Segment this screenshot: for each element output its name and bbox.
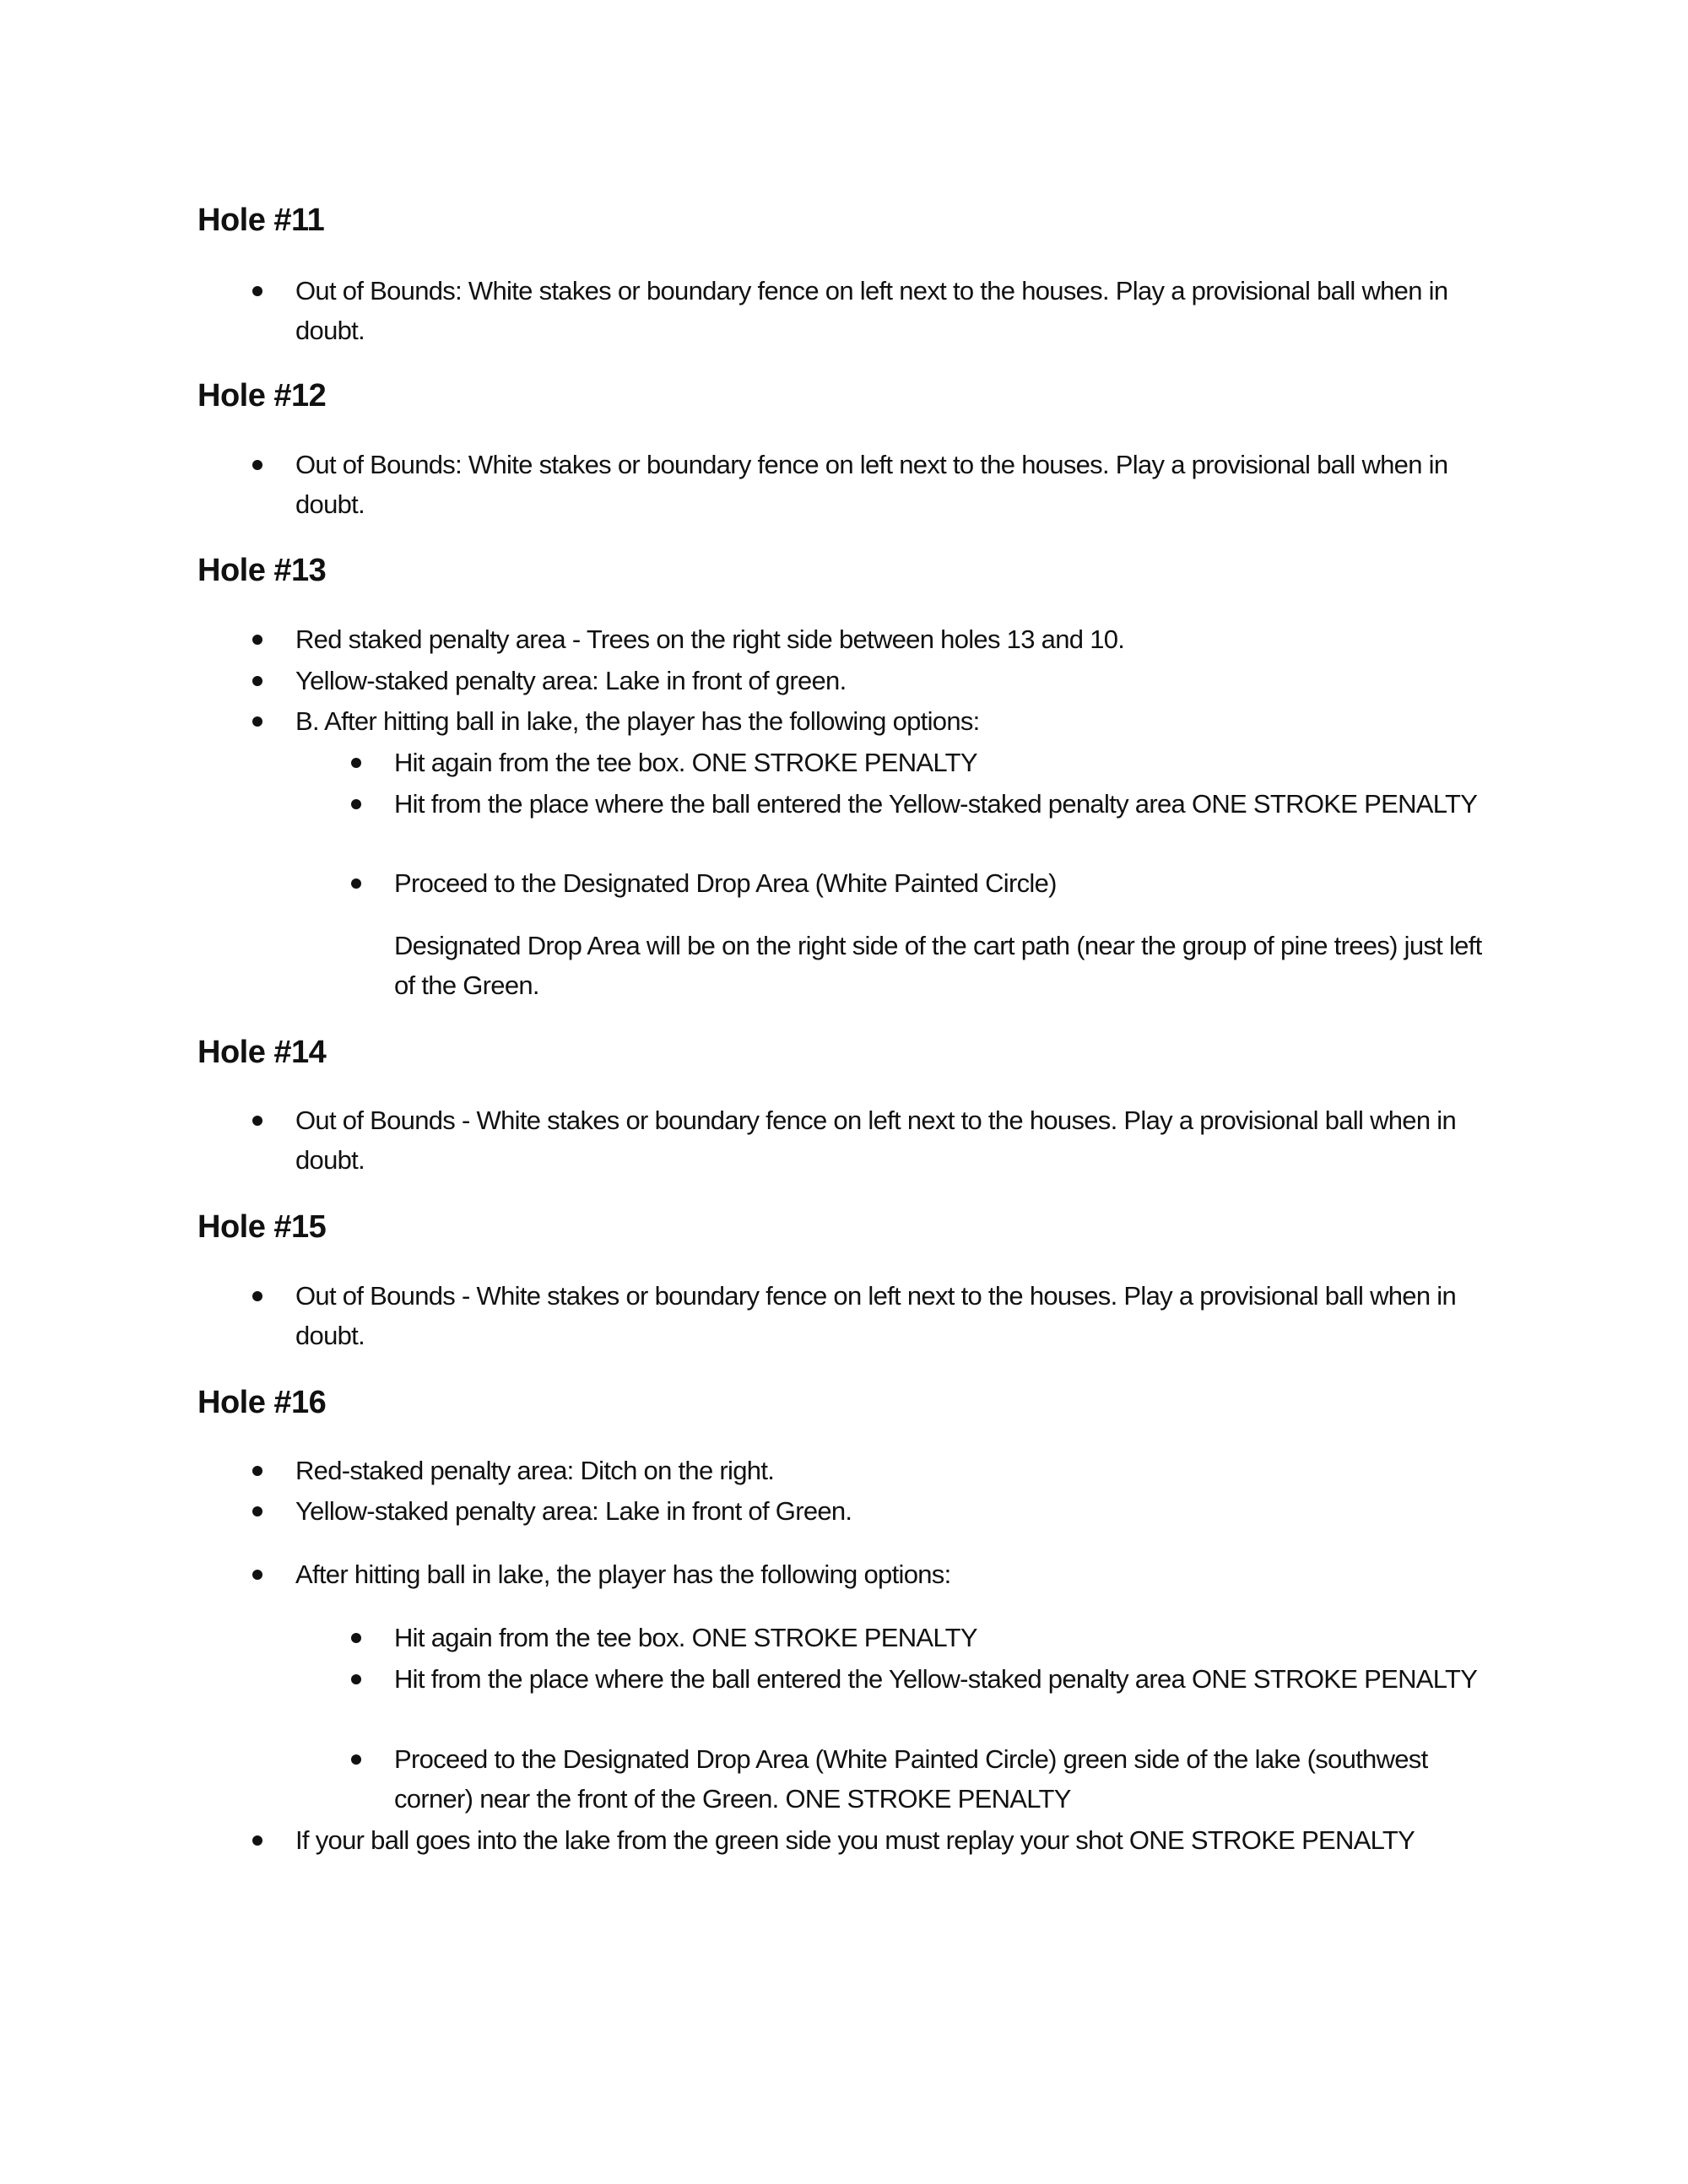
bullet-icon (252, 1835, 262, 1846)
list-item-text: Out of Bounds: White stakes or boundary fence on left next to the houses. Play a provisional ball when in doubt. (295, 276, 1448, 345)
list-item-text: Proceed to the Designated Drop Area (White Painted Circle) (394, 868, 1057, 898)
sub-list-item (394, 1660, 1483, 1700)
list-item (295, 272, 1494, 350)
sub-list-item (394, 1619, 1483, 1658)
bullet-icon (252, 676, 262, 686)
list-item (295, 702, 1494, 742)
bullet-icon (252, 716, 262, 727)
hole-12-heading: Hole #12 (197, 378, 327, 414)
bullet-icon (252, 1506, 262, 1516)
list-item-text: Out of Bounds: White stakes or boundary fence on left next to the houses. Play a provisional ball when in doubt. (295, 450, 1448, 519)
list-item (295, 662, 1494, 701)
bullet-icon (351, 799, 361, 809)
hole-15-heading: Hole #15 (197, 1209, 327, 1245)
bullet-icon (252, 286, 262, 296)
list-item-text: Red staked penalty area - Trees on the right side between holes 13 and 10. (295, 624, 1125, 654)
sub-list-item (394, 864, 1483, 904)
list-item-text: B. After hitting ball in lake, the player has the following options: (295, 706, 980, 736)
list-item-text: If your ball goes into the lake from the green side you must replay your shot ONE STROKE PENALTY (295, 1825, 1415, 1855)
list-item (295, 620, 1494, 660)
list-item (295, 446, 1494, 524)
hole-11-heading: Hole #11 (197, 203, 325, 238)
list-item-text: Out of Bounds - White stakes or boundary fence on left next to the houses. Play a provisional ball when in doubt. (295, 1106, 1457, 1175)
list-item (295, 1451, 1494, 1491)
list-item-text: Out of Bounds - White stakes or boundary fence on left next to the houses. Play a provisional ball when in doubt. (295, 1281, 1457, 1350)
list-item-text: Hit again from the tee box. ONE STROKE PENALTY (394, 748, 977, 777)
bullet-icon (252, 1466, 262, 1476)
list-item (295, 1555, 1494, 1595)
bullet-icon (351, 1633, 361, 1643)
sub-list-item (394, 785, 1483, 824)
list-item-text: Hit from the place where the ball entered the Yellow-staked penalty area ONE STROKE PENALTY (394, 1664, 1478, 1694)
list-item-text: Yellow-staked penalty area: Lake in front of Green. (295, 1496, 852, 1526)
bullet-icon (252, 1291, 262, 1301)
list-item-text: Yellow-staked penalty area: Lake in front of green. (295, 666, 847, 695)
sub-list-item (394, 1740, 1483, 1819)
bullet-icon (351, 1674, 361, 1684)
drop-area-note: Designated Drop Area will be on the right side of the cart path (near the group of pine trees) just left of the Green. (394, 931, 1482, 1000)
list-item-text: Red-staked penalty area: Ditch on the right. (295, 1456, 775, 1485)
list-item-text: Hit again from the tee box. ONE STROKE PENALTY (394, 1623, 977, 1652)
bullet-icon (351, 878, 361, 889)
hole-13-heading: Hole #13 (197, 553, 327, 588)
bullet-icon (351, 758, 361, 768)
list-item-text: After hitting ball in lake, the player has the following options: (295, 1560, 951, 1589)
bullet-icon (252, 460, 262, 470)
hole-14-heading: Hole #14 (197, 1035, 327, 1070)
list-item (295, 1277, 1494, 1355)
list-item (295, 1101, 1494, 1180)
bullet-icon (351, 1754, 361, 1765)
bullet-icon (252, 635, 262, 645)
bullet-icon (252, 1116, 262, 1126)
hole-16-heading: Hole #16 (197, 1385, 327, 1420)
bullet-icon (252, 1570, 262, 1580)
list-item (295, 1821, 1494, 1861)
list-item-text: Hit from the place where the ball entered the Yellow-staked penalty area ONE STROKE PENALTY (394, 789, 1478, 819)
sub-list-item (394, 743, 1483, 783)
list-item (295, 1492, 1494, 1532)
list-item-text: Proceed to the Designated Drop Area (White Painted Circle) green side of the lake (southwest corner) near the front of the Green. ONE STROKE PENALTY (394, 1744, 1428, 1814)
